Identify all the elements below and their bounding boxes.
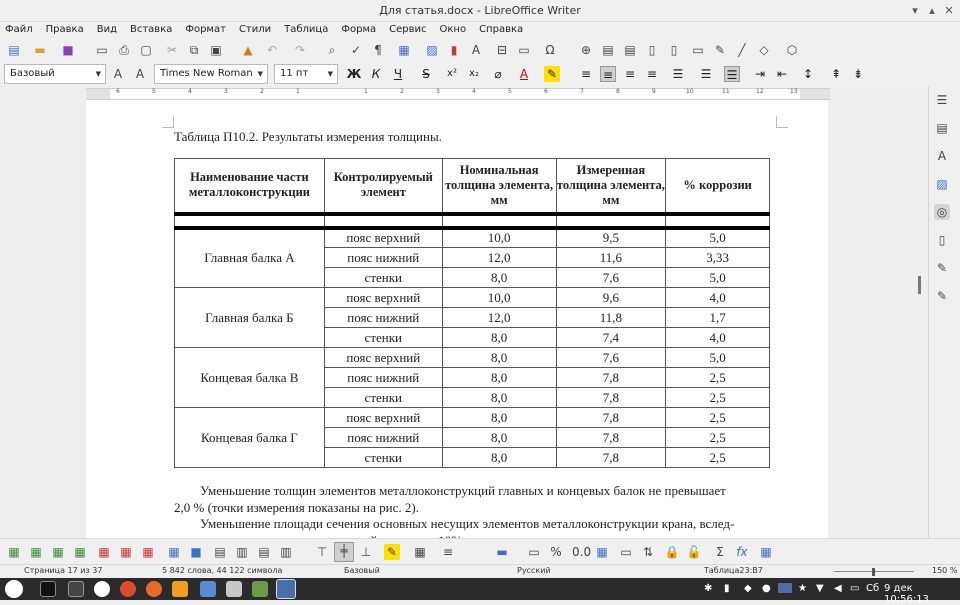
table-cell[interactable]: пояс нижний (324, 428, 442, 448)
vertical-scrollbar[interactable] (914, 100, 928, 538)
start-menu-icon[interactable] (5, 580, 23, 598)
insert-columns-icon[interactable]: ▦ (74, 545, 86, 559)
table-row (175, 288, 770, 308)
minimize-icon[interactable]: ▾ (912, 4, 918, 17)
para-spacing-decrease-icon[interactable]: ⇟ (852, 67, 864, 81)
table-cell[interactable]: 8,0 (442, 348, 556, 368)
sidebar-gallery-icon[interactable]: ▨ (936, 177, 948, 191)
menu-format[interactable]: Формат (185, 24, 226, 35)
calculator-icon[interactable] (252, 581, 268, 597)
bookmark-icon[interactable]: ▯ (648, 43, 656, 57)
table-cell[interactable]: 7,8 (556, 408, 666, 428)
scrollbar-thumb[interactable] (918, 276, 921, 294)
borders-icon[interactable]: ▦ (414, 545, 426, 559)
bluetooth-icon[interactable]: ✱ (704, 583, 713, 594)
day-label: Сб (866, 583, 880, 594)
chevron-down-icon: ▼ (95, 70, 101, 78)
app-icon[interactable] (146, 581, 162, 597)
export-pdf-icon[interactable]: ▭ (96, 43, 108, 57)
print-preview-icon[interactable]: ▢ (140, 43, 152, 57)
table-cell[interactable]: 8,0 (442, 268, 556, 288)
ruler-label: 4 (472, 88, 476, 95)
draw-functions-icon[interactable]: ⬡ (786, 43, 798, 57)
keyboard-layout-flag-icon[interactable] (778, 583, 792, 593)
table-cell[interactable]: 7,6 (556, 348, 666, 368)
insert-chart-icon[interactable]: ▮ (450, 43, 458, 57)
table-cell[interactable]: 8,0 (442, 368, 556, 388)
ruler-label: 2 (260, 88, 264, 95)
comment-icon[interactable]: ▭ (692, 43, 704, 57)
border-style-icon[interactable]: ≡ (442, 545, 454, 559)
part-name-cell[interactable]: Главная балка Б (175, 288, 325, 348)
menu-bar (0, 22, 960, 38)
sidebar-styles-icon[interactable]: A (937, 149, 947, 163)
table-cell[interactable]: 7,8 (556, 448, 666, 468)
paragraph-line: 2,0 % (точки измерения показаны на рис. 2). (174, 500, 419, 515)
table-cell[interactable]: 2,5 (666, 368, 770, 388)
outline-icon[interactable]: ☰ (724, 66, 740, 82)
select-cell-icon[interactable]: ■ (190, 545, 202, 559)
highlight-icon[interactable]: ✎ (544, 66, 560, 82)
table-cell[interactable]: 7,8 (556, 388, 666, 408)
table-cell-reference: Таблица23:B7 (704, 566, 763, 575)
align-center-icon[interactable]: ≡ (600, 66, 616, 82)
clock[interactable]: 9 дек 10:56:13 (884, 583, 929, 605)
ruler-label: 5 (152, 88, 156, 95)
font-name-select[interactable] (154, 64, 268, 84)
cut-icon[interactable]: ✂ (166, 43, 178, 57)
hyperlink-icon[interactable]: ⊕ (580, 43, 592, 57)
print-icon[interactable]: ⎙ (119, 43, 129, 57)
font-size-select[interactable] (274, 64, 338, 84)
table-cell[interactable]: пояс нижний (324, 308, 442, 328)
table-cell[interactable]: стенки (324, 328, 442, 348)
table-cell[interactable]: 1,7 (666, 308, 770, 328)
yandex-browser-icon[interactable] (94, 581, 110, 597)
sidebar-navigator-icon[interactable]: ◎ (934, 204, 950, 220)
paragraph-line: Уменьшение толщин элементов металлоконструкций главных и концевых балок не превышает (200, 483, 726, 498)
zoom-slider-handle[interactable] (872, 568, 875, 576)
ruler-label: 10 (686, 88, 694, 95)
part-name-cell[interactable]: Концевая балка В (175, 348, 325, 408)
open-icon[interactable]: ▬ (34, 43, 46, 57)
sidebar-properties-icon[interactable]: ▤ (936, 121, 948, 135)
align-center-vertical-icon[interactable]: ╪ (334, 542, 354, 562)
table-properties-icon[interactable]: ▦ (760, 545, 772, 559)
clear-formatting-icon[interactable]: ⌀ (494, 67, 502, 81)
empty-cell[interactable] (324, 214, 442, 228)
update-style-icon[interactable]: A (113, 67, 123, 81)
sidebar-menu-icon[interactable]: ☰ (936, 93, 948, 107)
menu-view[interactable]: Вид (96, 24, 117, 35)
chevron-down-icon: ▼ (327, 70, 333, 78)
number-format-decimal-icon[interactable]: 0.0 (572, 545, 592, 559)
app-icon[interactable] (172, 581, 188, 597)
firefox-icon[interactable] (120, 581, 136, 597)
table-cell[interactable]: 5,0 (666, 348, 770, 368)
font-size-value: 11 пт (280, 68, 309, 79)
table-cell[interactable]: пояс нижний (324, 368, 442, 388)
cross-reference-icon[interactable]: ▯ (670, 43, 678, 57)
star-icon[interactable]: ★ (798, 583, 807, 594)
cell-background-icon[interactable]: ✎ (384, 544, 400, 560)
battery-icon[interactable]: ▭ (850, 583, 860, 594)
text-boundary-corner (162, 116, 174, 128)
delete-columns-icon[interactable]: ▦ (120, 545, 132, 559)
header-cell[interactable]: Номинальная толщина элемента, мм (442, 159, 556, 214)
menu-table[interactable]: Таблица (284, 24, 329, 35)
footnote-icon[interactable]: ▤ (602, 43, 614, 57)
table-cell[interactable]: пояс верхний (324, 348, 442, 368)
table-cell[interactable]: 4,0 (666, 288, 770, 308)
table-cell[interactable]: 8,0 (442, 428, 556, 448)
protect-cells-icon[interactable]: 🔒 (664, 545, 680, 559)
justify-icon[interactable]: ≡ (646, 67, 658, 81)
insert-field-icon[interactable]: ▭ (518, 43, 530, 57)
ruler-label: 7 (580, 88, 584, 95)
table-cell[interactable]: 9,5 (556, 228, 666, 248)
ruler-label: 13 (790, 88, 798, 95)
paragraph-style-value: Базовый (10, 68, 55, 79)
table-cell[interactable]: 12,0 (442, 248, 556, 268)
wifi-icon[interactable]: ▼ (816, 583, 824, 594)
paragraph-line: Уменьшение площади сечения основных несущих элементов металлоконструкции крана, вслед- (200, 516, 735, 531)
status-bar (0, 564, 960, 578)
table-cell[interactable]: стенки (324, 388, 442, 408)
app-icon[interactable] (226, 581, 242, 597)
undo-icon[interactable]: ↶ (266, 43, 278, 57)
table-cell[interactable]: пояс нижний (324, 248, 442, 268)
copy-icon[interactable]: ⧉ (189, 43, 199, 57)
notification-icon[interactable]: ● (762, 583, 771, 594)
unprotect-cells-icon[interactable]: 🔓 (686, 545, 702, 559)
table-cell[interactable]: 2,5 (666, 428, 770, 448)
empty-cell[interactable] (556, 214, 666, 228)
align-bottom-icon[interactable]: ⊥ (360, 545, 372, 559)
part-name-cell[interactable]: Главная балка А (175, 228, 325, 288)
title-bar (0, 0, 960, 22)
menu-insert[interactable]: Вставка (129, 24, 173, 35)
table-cell[interactable]: 5,0 (666, 228, 770, 248)
header-cell[interactable]: Контролируемый элемент (324, 159, 442, 214)
page-break-icon[interactable]: ⊟ (496, 43, 508, 57)
formatting-marks-icon[interactable]: ¶ (374, 43, 382, 57)
table-row (175, 228, 770, 248)
ruler-label: 6 (116, 88, 120, 95)
table-cell[interactable]: пояс верхний (324, 288, 442, 308)
insert-rows-above-icon[interactable]: ▦ (30, 545, 42, 559)
sort-icon[interactable]: ⇅ (642, 545, 654, 559)
insert-table-icon[interactable]: ▦ (398, 43, 410, 57)
menu-tools[interactable]: Сервис (389, 24, 427, 35)
insert-caption-icon[interactable]: ▭ (620, 545, 632, 559)
table-cell[interactable]: стенки (324, 448, 442, 468)
table-cell[interactable]: 8,0 (442, 408, 556, 428)
table-cell[interactable]: 10,0 (442, 288, 556, 308)
menu-window[interactable]: Окно (439, 24, 467, 35)
ruler-text-area (110, 89, 800, 99)
table-row (175, 348, 770, 368)
part-name-cell[interactable]: Концевая балка Г (175, 408, 325, 468)
align-left-icon[interactable]: ≡ (580, 67, 592, 81)
chevron-down-icon: ▼ (257, 70, 263, 78)
table-cell[interactable]: 11,8 (556, 308, 666, 328)
table-cell[interactable]: 11,6 (556, 248, 666, 268)
table-row (175, 408, 770, 428)
insert-textbox-icon[interactable]: A (471, 43, 481, 57)
page-count[interactable]: Страница 17 из 37 (24, 566, 103, 575)
underline-button[interactable]: Ч (393, 67, 403, 81)
insert-image-icon[interactable]: ▨ (426, 43, 438, 57)
menu-edit[interactable]: Правка (45, 24, 84, 35)
taskbar (0, 578, 960, 605)
insert-rows-below-icon[interactable]: ▦ (52, 545, 64, 559)
volume-icon[interactable]: ◀ (834, 583, 842, 594)
maximize-icon[interactable]: ▴ (929, 4, 935, 17)
standard-toolbar (0, 38, 960, 62)
shield-icon[interactable]: ◆ (744, 583, 752, 594)
redo-icon[interactable]: ↷ (294, 43, 306, 57)
merge-cells-icon[interactable]: ▤ (214, 545, 226, 559)
strikethrough-button[interactable]: S (422, 67, 430, 81)
close-icon[interactable]: ✕ (944, 4, 954, 17)
header-cell[interactable]: % коррозии (666, 159, 770, 214)
table-cell[interactable]: 2,5 (666, 388, 770, 408)
empty-cell[interactable] (442, 214, 556, 228)
table-cell[interactable]: 7,8 (556, 428, 666, 448)
line-spacing-icon[interactable]: ↕ (802, 67, 814, 81)
table-cell[interactable]: 7,8 (556, 368, 666, 388)
header-cell[interactable]: Наименование части металлоконструкции (175, 159, 325, 214)
ruler-label: 6 (544, 88, 548, 95)
files-icon[interactable] (68, 581, 84, 597)
table-cell[interactable]: 2,5 (666, 408, 770, 428)
table-cell[interactable]: пояс верхний (324, 408, 442, 428)
menu-file[interactable]: Файл (5, 24, 33, 35)
writer-window-button[interactable] (276, 579, 296, 599)
app-icon[interactable] (200, 581, 216, 597)
line-icon[interactable]: ╱ (738, 43, 746, 57)
separator-row (175, 214, 770, 228)
sidebar-manage-changes-icon[interactable]: ✎ (936, 289, 948, 303)
table-cell[interactable]: 7,6 (556, 268, 666, 288)
track-changes-icon[interactable]: ✎ (714, 43, 726, 57)
ruler-label: 12 (756, 88, 764, 95)
subscript-icon[interactable]: x₂ (469, 68, 479, 79)
measurement-table[interactable] (174, 158, 770, 468)
optimize-size-icon[interactable]: ▥ (280, 545, 292, 559)
page-style[interactable]: Базовый (344, 566, 380, 575)
table-cell[interactable]: пояс верхний (324, 228, 442, 248)
ruler-label: 4 (188, 88, 192, 95)
table-cell[interactable]: 4,0 (666, 328, 770, 348)
split-table-icon[interactable]: ▤ (258, 545, 270, 559)
special-character-icon[interactable]: Ω (545, 43, 555, 57)
ruler-label: 9 (652, 88, 656, 95)
number-format-date-icon[interactable]: ▦ (596, 545, 608, 559)
number-format-percent-icon[interactable]: % (550, 545, 562, 559)
split-cells-icon[interactable]: ▥ (236, 545, 248, 559)
basic-shapes-icon[interactable]: ◇ (759, 43, 769, 57)
font-color-icon[interactable]: A (519, 67, 529, 81)
table-cell[interactable]: 8,0 (442, 328, 556, 348)
header-cell[interactable]: Измеренная толщина элемента, мм (556, 159, 666, 214)
menu-styles[interactable]: Стили (238, 24, 272, 35)
table-cell[interactable]: 8,0 (442, 448, 556, 468)
ruler-label: 1 (364, 88, 368, 95)
clone-format-icon[interactable]: ▲ (243, 43, 253, 57)
table-cell[interactable]: 2,5 (666, 448, 770, 468)
find-replace-icon[interactable]: ⌕ (328, 43, 336, 57)
select-table-icon[interactable]: ▦ (168, 545, 180, 559)
formatting-toolbar (0, 62, 960, 86)
superscript-icon[interactable]: x² (447, 68, 457, 79)
sidebar-style-inspector-icon[interactable]: ✎ (936, 261, 948, 275)
bullets-icon[interactable]: ☰ (672, 67, 684, 81)
ruler-label: 1 (296, 88, 300, 95)
table-cell[interactable]: 3,33 (666, 248, 770, 268)
increase-indent-icon[interactable]: ⇥ (754, 67, 766, 81)
empty-cell[interactable] (666, 214, 770, 228)
table-toolbar (0, 538, 960, 564)
empty-cell[interactable] (175, 214, 325, 228)
menu-help[interactable]: Справка (479, 24, 524, 35)
terminal-icon[interactable] (40, 581, 56, 597)
sum-icon[interactable]: Σ (716, 545, 724, 559)
word-count[interactable]: 5 842 слова, 44 122 символа (162, 566, 283, 575)
delete-table-icon[interactable]: ▦ (142, 545, 154, 559)
new-document-icon[interactable]: ▤ (8, 43, 20, 57)
sidebar-page-icon[interactable]: ▯ (938, 233, 946, 247)
italic-button[interactable]: К (371, 67, 381, 81)
table-cell[interactable]: 7,4 (556, 328, 666, 348)
table-cell[interactable]: 12,0 (442, 308, 556, 328)
align-top-icon[interactable]: ⊤ (316, 545, 328, 559)
table-caption: Таблица П10.2. Результаты измерения толщины. (174, 129, 442, 144)
bold-button[interactable]: Ж (346, 67, 362, 81)
table-cell[interactable]: 9,6 (556, 288, 666, 308)
ruler-label: 3 (436, 88, 440, 95)
table-cell[interactable]: 5,0 (666, 268, 770, 288)
zoom-level[interactable]: 150 % (932, 566, 958, 575)
window-title: Для статья.docx - LibreOffice Writer (379, 4, 581, 17)
text-boundary-corner (776, 116, 788, 128)
delete-rows-icon[interactable]: ▦ (98, 545, 110, 559)
ruler-label: 11 (722, 88, 730, 95)
decrease-indent-icon[interactable]: ⇤ (776, 67, 788, 81)
para-spacing-increase-icon[interactable]: ⇞ (830, 67, 842, 81)
numbering-icon[interactable]: ☰ (700, 67, 712, 81)
number-format-dialog-icon[interactable]: ▭ (528, 545, 540, 559)
new-style-icon[interactable]: A (135, 67, 145, 81)
paste-icon[interactable]: ▣ (210, 43, 222, 57)
ruler-label: 8 (616, 88, 620, 95)
save-icon[interactable]: ■ (62, 43, 74, 57)
ruler-label: 3 (224, 88, 228, 95)
language[interactable]: Русский (517, 566, 551, 575)
endnote-icon[interactable]: ▤ (624, 43, 636, 57)
network-icon[interactable]: ▮ (724, 583, 730, 594)
font-name-value: Times New Roman (160, 68, 253, 79)
spelling-icon[interactable]: ✓ (350, 43, 362, 57)
table-cell[interactable]: 8,0 (442, 388, 556, 408)
border-color-icon[interactable]: ▬ (496, 545, 508, 559)
align-right-icon[interactable]: ≡ (624, 67, 636, 81)
menu-form[interactable]: Форма (341, 24, 377, 35)
table-icon[interactable]: ▦ (8, 545, 20, 559)
formula-icon[interactable]: fx (736, 545, 748, 559)
table-cell[interactable]: 10,0 (442, 228, 556, 248)
paragraph-style-select[interactable] (4, 64, 106, 84)
ruler-label: 5 (508, 88, 512, 95)
table-cell[interactable]: стенки (324, 268, 442, 288)
ruler-label: 2 (400, 88, 404, 95)
